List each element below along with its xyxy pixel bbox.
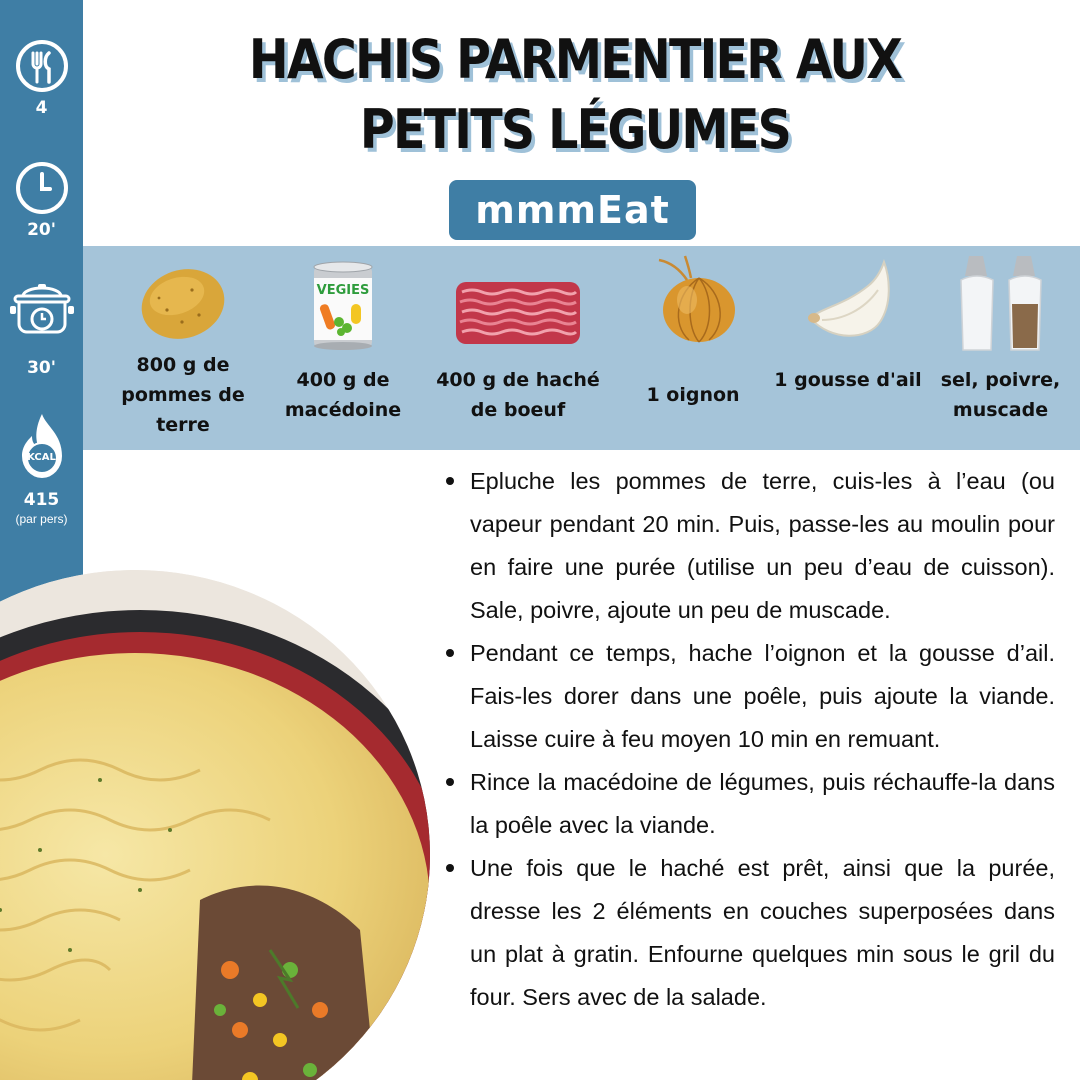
cutlery-icon xyxy=(14,38,70,94)
clock-icon xyxy=(14,160,70,216)
dish-photo xyxy=(0,570,430,1080)
salt-pepper-icon xyxy=(951,252,1051,356)
recipe-step: Une fois que le haché est prêt, ainsi que la purée, dresse les 2 éléments en couches superposées dans un plat à gratin. Enfourne quelques min sous le gril du four. Sers avec de la salade. xyxy=(440,847,1055,1019)
recipe-step: Epluche les pommes de terre, cuis-les à l’eau (ou vapeur pendant 20 min. Puis, passe-les au moulin pour en faire une purée (utilise un peu d’eau de cuisson). Sale, poivre, ajoute un peu de muscade. xyxy=(440,460,1055,632)
cook-time-info xyxy=(0,282,83,378)
cook-time-value: 30' xyxy=(27,358,56,378)
ingredient-label: 400 g de macédoine xyxy=(284,369,402,421)
ingredient-macedoine xyxy=(273,246,413,450)
kcal-value: 415 xyxy=(23,490,60,510)
ingredients-band xyxy=(83,246,1080,450)
recipe-step: Rince la macédoine de légumes, puis réchauffe-la dans la poêle avec la viande. xyxy=(440,761,1055,847)
shepherds-pie-illustration xyxy=(0,570,430,1080)
can-label: VEGIES xyxy=(316,283,370,298)
ingredient-seasoning xyxy=(928,246,1073,450)
potato-icon xyxy=(137,260,229,346)
ingredient-label: 800 g de pommes de terre xyxy=(121,354,245,436)
ingredient-minced-beef xyxy=(428,246,608,450)
cooking-pot-icon xyxy=(9,282,75,344)
ingredient-onion xyxy=(618,246,768,450)
servings-value: 4 xyxy=(35,98,48,118)
flame-kcal-icon xyxy=(12,412,72,484)
ingredient-potatoes xyxy=(103,246,263,450)
kcal-badge: KCAL xyxy=(27,452,56,463)
recipe-step: Pendant ce temps, hache l’oignon et la gousse d’ail. Fais-les dorer dans une poêle, puis ajoute la viande. Laisse cuire à feu moyen 10 min en remuant. xyxy=(440,632,1055,761)
servings-info xyxy=(0,38,83,118)
kcal-note: (par pers) xyxy=(15,512,68,526)
recipe-steps xyxy=(440,460,1055,1019)
ingredient-label: sel, poivre, muscade xyxy=(940,369,1061,421)
minced-beef-icon xyxy=(454,280,582,346)
vegetable-can-icon xyxy=(311,260,375,352)
recipe-title: HACHIS PARMENTIER AUX PETITS LÉGUMES xyxy=(248,28,902,161)
recipe-info-sidebar xyxy=(0,0,83,610)
ingredient-label: 1 gousse d'ail xyxy=(774,369,922,391)
ingredient-label: 1 oignon xyxy=(646,384,740,406)
ingredient-garlic xyxy=(773,246,923,450)
onion-icon xyxy=(643,254,743,346)
ingredient-label: 400 g de haché de boeuf xyxy=(436,369,600,421)
calories-info xyxy=(0,412,83,526)
prep-time-info xyxy=(0,160,83,240)
garlic-icon xyxy=(802,258,894,344)
brand-logo: mmmEat xyxy=(449,180,696,240)
prep-time-value: 20' xyxy=(27,220,56,240)
